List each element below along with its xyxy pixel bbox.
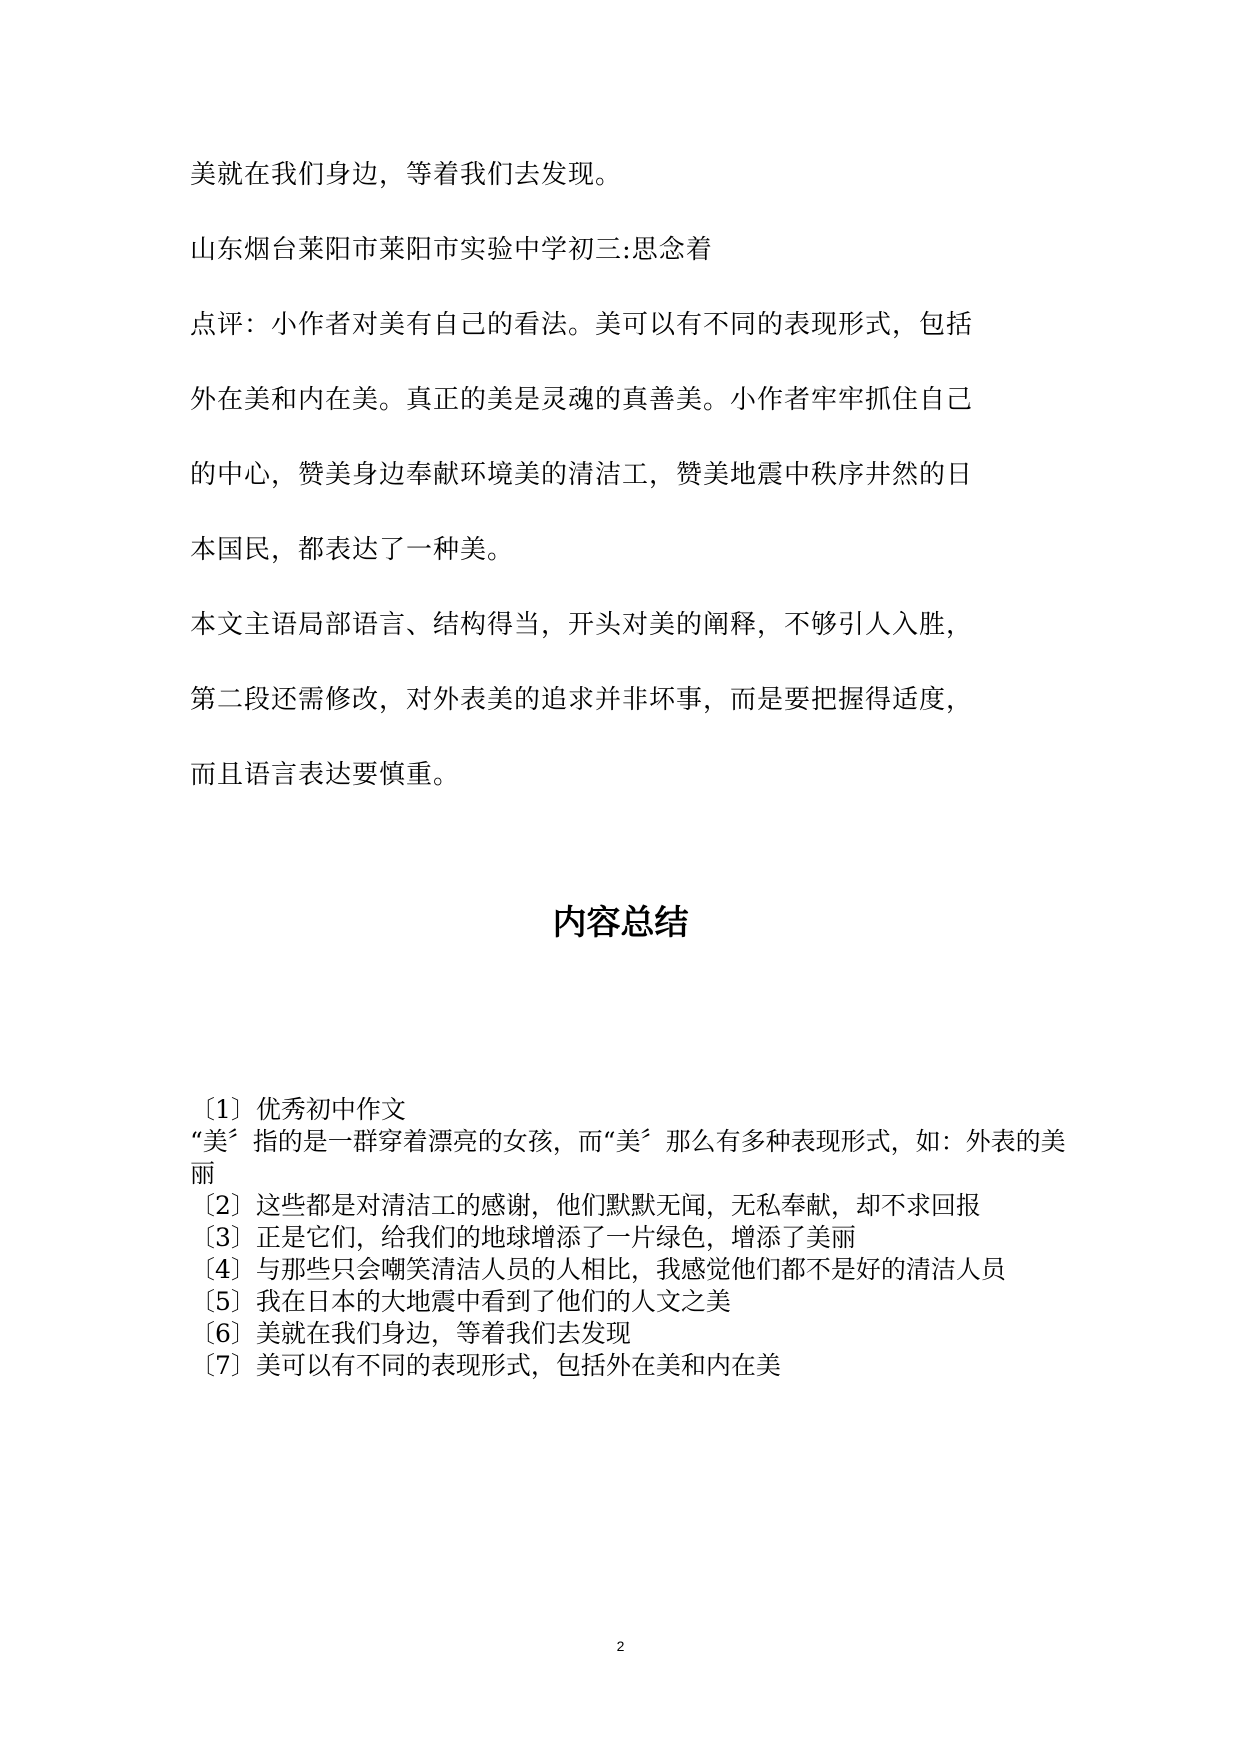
comment-line: 本国民，都表达了一种美。 [190, 535, 515, 565]
summary-item: 〔6〕美就在我们身边，等着我们去发现 [190, 1319, 631, 1348]
comment-line: 而且语言表达要慎重。 [190, 760, 461, 790]
essay-body [190, 138, 1070, 813]
comment-line: 点评：小作者对美有自己的看法。美可以有不同的表现形式，包括 [190, 310, 974, 340]
comment-line: 外在美和内在美。真正的美是灵魂的真善美。小作者牢牢抓住自己 [190, 385, 974, 415]
summary-item: 〔1〕优秀初中作文 [190, 1095, 406, 1124]
paragraph-line: 美就在我们身边，等着我们去发现。 [190, 160, 623, 190]
page-number: 2 [616, 1638, 625, 1654]
comment-line: 的中心，赞美身边奉献环境美的清洁工，赞美地震中秩序井然的日 [190, 460, 974, 490]
comment-line: 本文主语局部语言、结构得当，开头对美的阐释，不够引人入胜， [190, 610, 974, 640]
summary-item: 〔3〕正是它们，给我们的地球增添了一片绿色，增添了美丽 [190, 1223, 856, 1252]
comment-line: 第二段还需修改，对外表美的追求并非坏事，而是要把握得适度， [190, 685, 974, 715]
summary-item: 〔2〕这些都是对清洁工的感谢，他们默默无闻，无私奉献，却不求回报 [190, 1191, 981, 1220]
summary-item: 〔4〕与那些只会嘲笑清洁人员的人相比，我感觉他们都不是好的清洁人员 [190, 1255, 1006, 1284]
summary-list [190, 1094, 1070, 1382]
summary-item: 〔7〕美可以有不同的表现形式，包括外在美和内在美 [190, 1351, 781, 1380]
summary-title: 内容总结 [552, 903, 689, 943]
summary-item: “美〞指的是一群穿着漂亮的女孩，而“美〞那么有多种表现形式，如：外表的美丽 [190, 1127, 1066, 1188]
author-line: 山东烟台莱阳市莱阳市实验中学初三:思念着 [190, 235, 713, 265]
summary-item: 〔5〕我在日本的大地震中看到了他们的人文之美 [190, 1287, 731, 1316]
